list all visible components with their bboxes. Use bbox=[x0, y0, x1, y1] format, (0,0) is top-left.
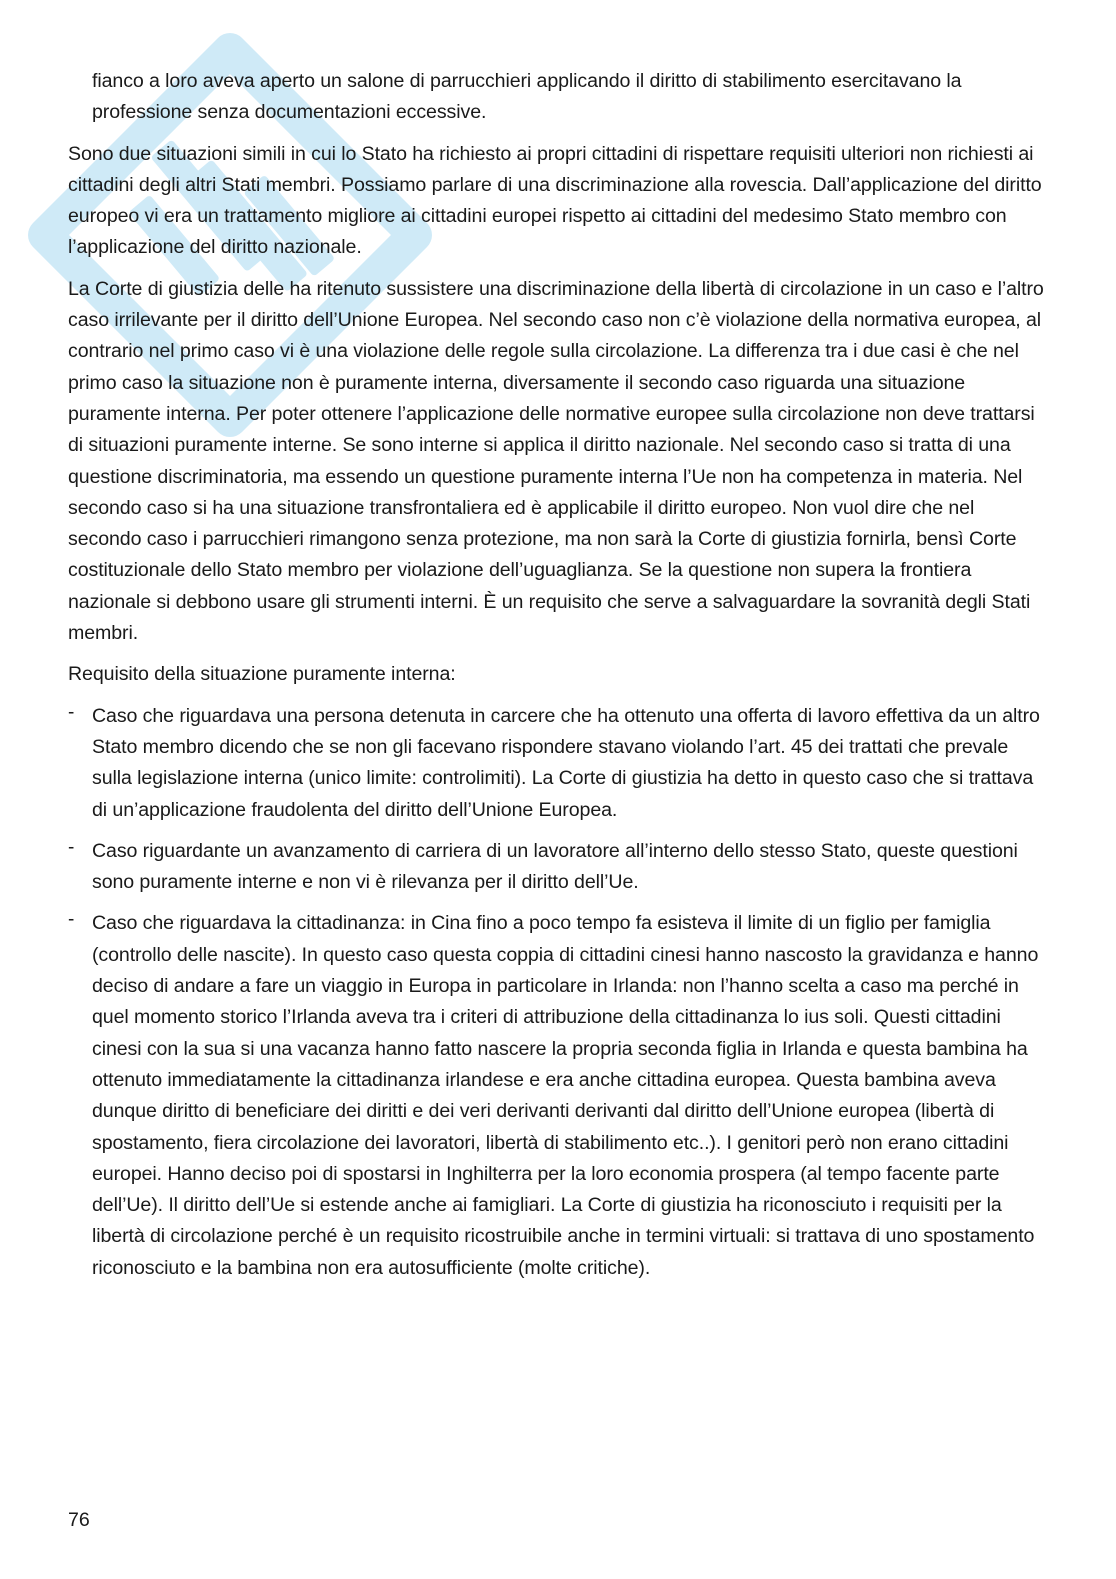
case-list bbox=[68, 701, 1048, 1284]
list-item bbox=[68, 701, 1048, 826]
continued-paragraph: fianco a loro aveva aperto un salone di parrucchieri applicando il diritto di stabilimento esercitavano la professione senza documentazioni eccessive. bbox=[92, 70, 962, 124]
list-item-text: Caso che riguardava la cittadinanza: in Cina fino a poco tempo fa esisteva il limite di un figlio per famiglia (controllo delle nascite). In questo caso questa coppia di cittadini cinesi hanno nascosto la gravidanza e hanno deciso di andare a fare un viaggio in Europa in particolare in Irlanda: non l’hanno scelta a caso ma perché in quel momento storico l’Irlanda aveva tra i criteri di attribuzione della cittadinanza lo ius soli. Questi cittadini cinesi con la sua si una vacanza hanno fatto nascere la propria seconda figlia in Irlanda e questa bambina ha ottenuto immediatamente la cittadinanza irlandese e era anche cittadina europea. Questa bambina aveva dunque diritto di beneficiare dei diritti e dei veri derivanti derivanti dal diritto dell’Unione europea (libertà di spostamento, fiera circolazione dei lavoratori, libertà di stabilimento etc..). I genitori però non erano cittadini europei. Hanno deciso poi di spostarsi in Inghilterra per la loro economia prospera (al tempo facente parte dell’Ue). Il diritto dell’Ue si estende anche ai famigliari. La Corte di giustizia ha riconosciuto i requisiti per la libertà di circolazione perché è un requisito ricostruibile anche in termini virtuali: si trattava di uno spostamento riconosciuto e la bambina non era autosufficiente (molte critiche). bbox=[92, 912, 1039, 1279]
list-intro: Requisito della situazione puramente interna: bbox=[68, 663, 456, 686]
list-bullet: - bbox=[68, 836, 75, 858]
document-body bbox=[68, 66, 1048, 1294]
list-item bbox=[68, 836, 1048, 899]
list-bullet: - bbox=[68, 701, 75, 723]
page-number: 76 bbox=[68, 1509, 90, 1531]
paragraph: La Corte di giustizia delle ha ritenuto sussistere una discriminazione della libertà di circolazione in un caso e l’altro caso irrilevante per il diritto dell’Unione Europea. Nel secondo caso non c’è violazione della normativa europea, al contrario nel primo caso vi è una violazione delle regole sulla circolazione. La differenza tra i due casi è che nel primo caso la situazione non è puramente interna, diversamente il secondo caso riguarda una situazione puramente interna. Per poter ottenere l’applicazione delle normative europee sulla circolazione non deve trattarsi di situazioni puramente interne. Se sono interne si applica il diritto nazionale. Nel secondo caso si tratta di una questione discriminatoria, ma essendo un questione puramente interna l’Ue non ha competenza in materia. Nel secondo caso si ha una situazione transfrontaliera ed è applicabile il diritto europeo. Non vuol dire che nel secondo caso i parrucchieri rimangono senza protezione, ma non sarà la Corte di giustizia fornirla, bensì Corte costituzionale dello Stato membro per violazione dell’uguaglianza. Se la questione non supera la frontiera nazionale si debbono usare gli strumenti interni. È un requisito che serve a salvaguardare la sovranità degli Stati membri. bbox=[68, 277, 1044, 645]
list-bullet: - bbox=[68, 909, 75, 931]
paragraph: Sono due situazioni simili in cui lo Stato ha richiesto ai propri cittadini di rispettare requisiti ulteriori non richiesti ai cittadini degli altri Stati membri. Possiamo parlare di una discriminazione alla rovescia. Dall’applicazione del diritto europeo vi era un trattamento migliore ai cittadini europei rispetto ai cittadini del medesimo Stato membro con l’applicazione del diritto nazionale. bbox=[68, 142, 1042, 259]
list-item bbox=[68, 908, 1048, 1284]
list-item-text: Caso che riguardava una persona detenuta in carcere che ha ottenuto una offerta di lavoro effettiva da un altro Stato membro dicendo che se non gli facevano rispondere stavano violando l’art. 45 dei trattati che prevale sulla legislazione interna (unico limite: controlimiti). La Corte di giustizia ha detto in questo caso che si trattava di un’applicazione fraudolenta del diritto dell’Unione Europea. bbox=[92, 704, 1040, 821]
list-item-text: Caso riguardante un avanzamento di carriera di un lavoratore all’interno dello stesso Stato, queste questioni sono puramente interne e non vi è rilevanza per il diritto dell’Ue. bbox=[92, 839, 1018, 894]
